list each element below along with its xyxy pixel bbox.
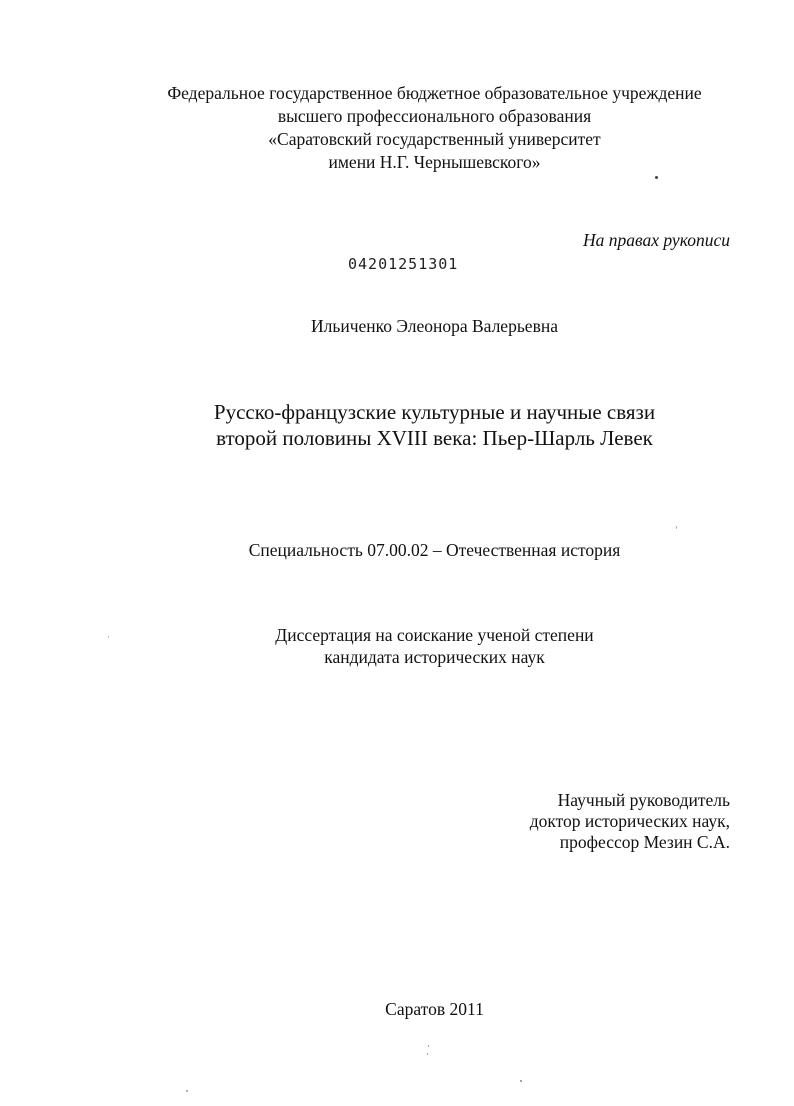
rights-note: На правах рукописи [583, 230, 730, 250]
supervisor-line-2: доктор исторических наук, [529, 811, 730, 831]
supervisor-line-3: профессор Мезин С.А. [559, 832, 730, 852]
scan-speck [676, 526, 677, 529]
title-line-1: Русско-французские культурные и научные связи [213, 400, 656, 424]
scan-speck [186, 1090, 188, 1092]
institution-line-3: «Саратовский государственный университет [268, 129, 601, 149]
degree-line-1: Диссертация на соискание ученой степени [275, 625, 594, 645]
supervisor-line-1: Научный руководитель [557, 790, 730, 810]
scan-speck [520, 1080, 522, 1082]
institution-line-1: Федеральное государственное бюджетное образовательное учреждение [167, 83, 702, 103]
author-name: Ильиченко Элеонора Валерьевна [311, 316, 558, 336]
dissertation-title [0, 399, 794, 451]
specialty: Специальность 07.00.02 – Отечественная история [248, 540, 621, 560]
title-line-2: второй половины XVIII века: Пьер-Шарль Левек [216, 426, 653, 450]
institution-line-4: имени Н.Г. Чернышевского» [328, 152, 541, 172]
scan-speck [428, 1045, 429, 1047]
institution-line-2: высшего профессионального образования [277, 106, 592, 126]
institution-header [0, 82, 794, 174]
degree-statement [0, 624, 794, 668]
degree-line-2: кандидата исторических наук [324, 647, 545, 667]
city-year: Саратов 2011 [385, 999, 484, 1019]
scan-speck [108, 636, 109, 638]
scan-speck [427, 1053, 428, 1055]
document-number: 04201251301 [348, 255, 459, 273]
scan-speck [655, 176, 658, 179]
supervisor-block [530, 790, 730, 853]
